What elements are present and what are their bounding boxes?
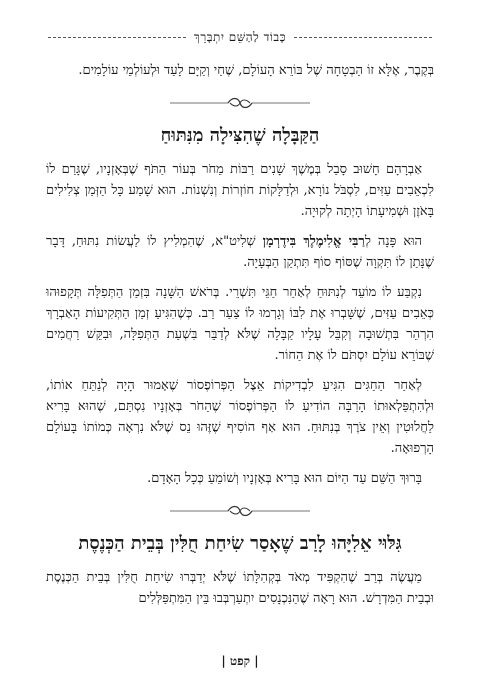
paragraph: אַבְרָהָם חָשׁוּב סָבַל בְּמֶשֶׁךְ שָׁנִים רַבּוֹת מֵחֹר בְּעוֹר הַתֹּף שֶׁבְּאָזְנָיו, שֶׁגָּרַם לוֹ לִכְאֵבִים עַזִּים, לִסְבֹּל נוֹרָא, וּלְדַלָּקוֹת חוֹזְרוֹת וְנִשְׁנוֹת. הוּא שָׁמַע כָּל הַזְּמַן צְלִילִים בָּאֹזֶן וּשְׁמִיעָתוֹ הָיְתָה לְקוּיָה. bbox=[46, 162, 434, 219]
running-title: כָּבוֹד לַהַשֵּׁם יִתְבָּרֵךְ bbox=[193, 29, 287, 44]
header-rule-right bbox=[294, 37, 432, 38]
paragraph-continuation: בְּקֶבֶר, אֶלָּא זוֹ הַבְטָחָה שֶׁל בּוֹרֵא הָעוֹלָם, שֶׁחַי וְקַיָּם לָעַד וּלְעוֹלְמֵי עוֹלָמִים. bbox=[78, 63, 434, 78]
header-rule-left bbox=[48, 37, 186, 38]
rabbi-name: רַבִּי אֱלִימֶלֶךְ בִּידֶרְמָן bbox=[262, 234, 365, 249]
section-divider bbox=[46, 499, 434, 523]
text-run: הוּא פָּנָה לְ bbox=[364, 234, 423, 249]
paragraph bbox=[46, 231, 434, 273]
ornament-divider-icon bbox=[170, 96, 310, 110]
paragraph: בָּרוּךְ הַשֵּׁם עַד הַיּוֹם הוּא בָּרִיא בְּאָזְנָיו וְשׁוֹמֵעַ כְּכָל הָאָדָם. bbox=[147, 471, 422, 486]
page-body bbox=[46, 60, 434, 618]
section-divider bbox=[46, 91, 434, 115]
paragraph: לְאַחַר הַחַגִּים הִגִּיעַ לִבְדִיקוֹת אֵצֶל הַפְּרוֹפֶסוֹר שֶׁאָמוּר הָיָה לְנַתֵּחַ אוֹתוֹ, וּלְהִתְפַּלְאוּתוֹ הָרַבָּה הוֹדִיעַ לוֹ הַפְּרוֹפֶסוֹר שֶׁהַחֹר בְּאָזְנָיו נִסְתַּם, שֶׁהוּא בָּרִיא לַחֲלוּטִין וְאֵין צֹרֶךְ בְּנִתּוּחַ. הוּא אַף הוֹסִיף שֶׁזֶּהוּ נֵס שֶׁלֹּא נִרְאָה כְּמוֹתוֹ בָּעוֹלָם הָרְפוּאָה. bbox=[46, 378, 434, 456]
running-header bbox=[48, 28, 432, 46]
ornament-divider-icon bbox=[170, 504, 310, 518]
page-number: | קפט | bbox=[221, 654, 259, 668]
section-heading: גִּלּוּי אֵלִיָּהוּ לָרַב שֶׁאָסַר שִׂיחַת חֻלִּין בְּבֵית הַכְּנֶסֶת bbox=[78, 533, 402, 554]
paragraph: נִקְבַּע לוֹ מוֹעֵד לְנִתּוּחַ לְאַחַר חַגֵּי תִּשְׁרֵי. בְּרֹאשׁ הַשָּׁנָה בִּזְמַן הַתְּפִלָּה תְּקָפוּהוּ כְּאֵבִים עַזִּים, שֶׁשָּׁבְרוּ אֶת לִבּוֹ וְגָרְמוּ לוֹ צַעַר רַב. כְּשֶׁהִגִּיעַ זְמַן הַתְּקִיעוֹת הָאַבְרָךְ הִרְהֵר בִּתְשׁוּבָה וְקִבֵּל עָלָיו קַבָּלָה שֶׁלֹּא לְדַבֵּר בִּשְׁעַת הַתְּפִלָּה, וּבִקֵּשׁ רַחֲמִים שֶׁבּוֹרֵא עוֹלָם יִסְתֹּם לוֹ אֶת הַחוֹר. bbox=[46, 285, 434, 363]
paragraph: מַעֲשֶׂה בְּרַב שֶׁהִקְפִּיד מְאֹד בְּקְהִלָּתוֹ שֶׁלֹּא יְדַבְּרוּ שִׂיחַת חֻלִּין בְּבֵית הַכְּנֶסֶת וּבְבֵית הַמִּדְרָשׁ. הוּא רָאָה שֶׁהַנִּכְנָסִים יִתְעַרְבְּבוּ בֵּין הַמִּתְפַּלְּלִים bbox=[46, 570, 434, 606]
section-heading: הַקַּבָּלָה שֶׁהִצִּילָה מִנִּתּוּחַ bbox=[160, 125, 320, 146]
text-run: שְׁלִיט"א, שֶׁהִמְלִיץ לוֹ לַעֲשׂוֹת נִתּוּחַ, דָּבָר שֶׁנָּתַן לוֹ תִּקְוָה שֶׁסּוֹף סוֹף תִּתְקַן הַבְּעָיָה. bbox=[46, 234, 434, 270]
